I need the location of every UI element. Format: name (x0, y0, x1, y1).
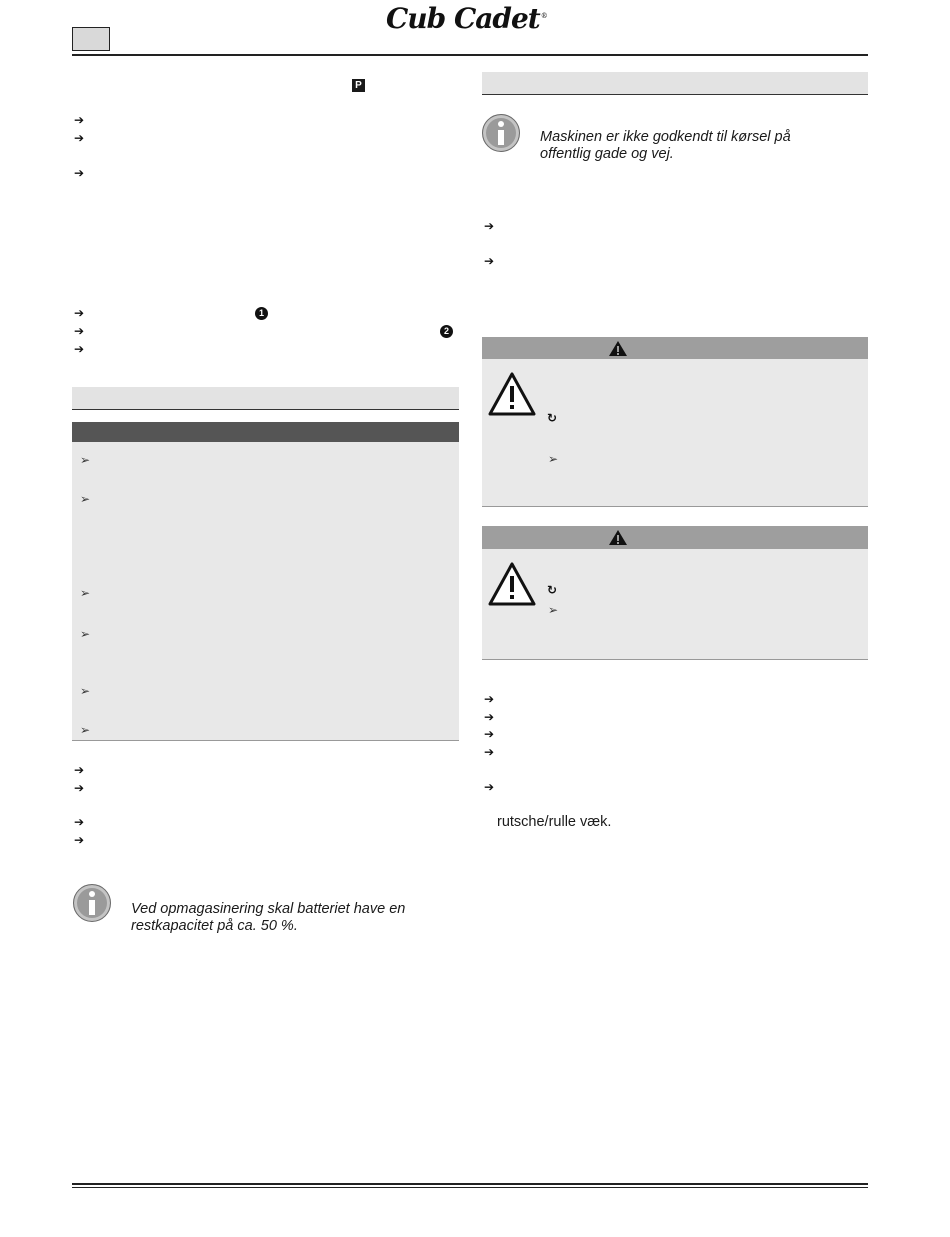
tips-panel (72, 442, 459, 741)
arrow-right-icon: ➔ (74, 324, 85, 338)
note-line-2: offentlig gade og vej. (540, 146, 674, 162)
arrow-right-icon: ➔ (484, 219, 495, 233)
header-rule (72, 54, 868, 56)
arrow-right-icon: ➔ (74, 781, 85, 795)
arrow-right-icon: ➔ (484, 727, 495, 741)
info-icon (73, 884, 111, 922)
warning-panel (482, 359, 868, 507)
pointer-icon: ➢ (80, 723, 91, 737)
arrow-right-icon: ➔ (74, 763, 85, 777)
pointer-icon: ➢ (548, 452, 559, 466)
warning-triangle-icon (608, 340, 628, 357)
warning-header-bar (482, 337, 868, 359)
battery-storage-note (131, 901, 451, 935)
arrow-right-icon: ➔ (74, 342, 85, 356)
arrow-right-icon: ➔ (484, 254, 495, 268)
registered-mark: ® (540, 11, 547, 20)
tips-header-bar (72, 422, 459, 442)
arrow-right-icon: ➔ (484, 692, 495, 706)
arrow-right-icon: ➔ (74, 833, 85, 847)
info-icon (482, 114, 520, 152)
brand-logo (386, 2, 547, 35)
turn-icon: ↻ (547, 411, 558, 425)
footer-rule (72, 1183, 868, 1185)
note-line-2: restkapacitet på ca. 50 %. (131, 918, 298, 934)
page-number-box (72, 27, 110, 51)
note-line-1: Maskinen er ikke godkendt til kørsel på (540, 129, 791, 145)
section-header-bar (72, 387, 459, 410)
arrow-right-icon: ➔ (74, 815, 85, 829)
step-2-badge: 2 (440, 325, 453, 338)
arrow-right-icon: ➔ (74, 306, 85, 320)
road-use-note (540, 129, 860, 163)
warning-triangle-icon (487, 371, 537, 417)
warning-header-bar (482, 526, 868, 549)
note-line-1: Ved opmagasinering skal batteriet have en (131, 901, 406, 917)
arrow-right-icon: ➔ (484, 745, 495, 759)
park-symbol: P (352, 79, 365, 92)
pointer-icon: ➢ (80, 586, 91, 600)
warning-panel (482, 549, 868, 660)
warning-triangle-icon (487, 561, 537, 607)
pointer-icon: ➢ (80, 492, 91, 506)
section-header-bar (482, 72, 868, 95)
arrow-right-icon: ➔ (74, 166, 85, 180)
arrow-right-icon: ➔ (484, 710, 495, 724)
pointer-icon: ➢ (80, 627, 91, 641)
trailing-text: rutsche/rulle væk. (497, 814, 612, 830)
turn-icon: ↻ (547, 583, 558, 597)
arrow-right-icon: ➔ (74, 131, 85, 145)
footer-rule-thin (72, 1187, 868, 1188)
pointer-icon: ➢ (80, 684, 91, 698)
pointer-icon: ➢ (80, 453, 91, 467)
arrow-right-icon: ➔ (484, 780, 495, 794)
step-1-badge: 1 (255, 307, 268, 320)
pointer-icon: ➢ (548, 603, 559, 617)
warning-triangle-icon (608, 529, 628, 546)
arrow-right-icon: ➔ (74, 113, 85, 127)
brand-name: Cub Cadet (386, 2, 540, 35)
